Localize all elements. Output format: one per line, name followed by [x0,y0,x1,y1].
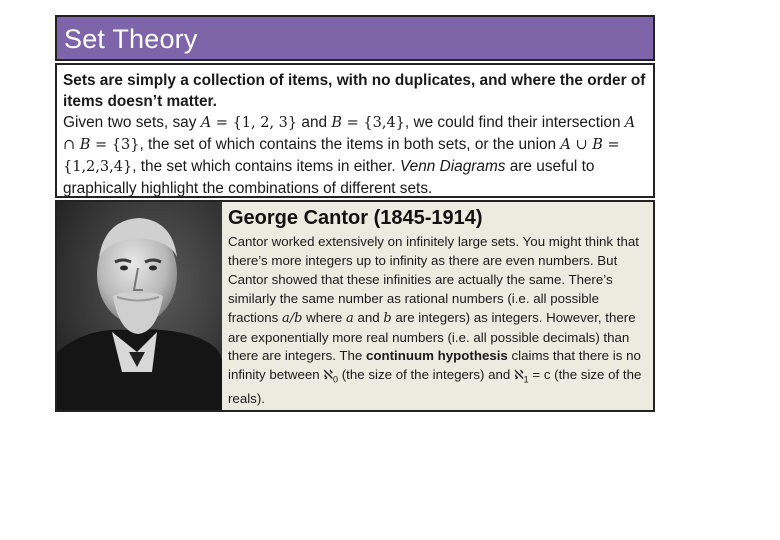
venn-diagrams-term: Venn Diagrams [399,158,506,175]
cantor-text-3: and [353,309,384,325]
given-text: Given two sets, say [63,114,201,131]
cantor-portrait-image [57,202,222,410]
cantor-panel [55,200,655,412]
portrait-illustration [57,202,222,410]
cantor-text-2: where [302,309,347,325]
cantor-text-1: Cantor worked extensively on infinitely large sets. You might think that there’s more integers up to infinity as there are even numbers. But Cantor showed that these infinities are actually the same. There’s similarly the same number as rational numbers (i.e. all possible fractions [228,234,639,325]
and-text: and [297,114,332,131]
title-bar [55,15,655,61]
cantor-text [228,205,650,409]
set-a-value: = {1, 2, 3} [211,115,298,131]
intersection-expression: A ∩ B [63,115,636,153]
intersection-value: = {3} [90,137,140,153]
set-b-symbol: B [331,115,343,131]
either-text: , the set which contains items in either. [132,158,400,175]
cantor-text-6: (the size of the integers) and [338,367,514,383]
cantor-text-4: are integers) as integers. However, there are exponentially more real numbers (i.e. all possible decimals) than there are integers. The [228,309,636,364]
cantor-text-7: = c (the size of the reals). [228,367,642,406]
aleph-one-symbol: ℵ [513,368,524,384]
union-value: = {1,2,3,4} [63,137,620,175]
aleph-zero-subscript: 0 [333,375,339,385]
set-a-symbol: A [200,115,212,131]
cantor-body [228,233,650,409]
aleph-zero-symbol: ℵ [323,368,334,384]
continuum-hypothesis-term: continuum hypothesis [365,348,508,364]
union-expression: A ∪ B [560,137,603,153]
var-a: a [346,310,354,326]
cantor-heading: George Cantor (1845-1914) [228,207,483,229]
var-b: b [383,310,392,326]
union-text: , the set of which contains the items in both sets, or the union [139,136,561,153]
intersection-text: , we could find their intersection [404,114,625,131]
slide-title: Set Theory [64,24,198,54]
sets-intro: Sets are simply a collection of items, with no duplicates, and where the order of items doesn’t matter. [63,72,646,110]
aleph-one-subscript: 1 [523,375,529,385]
set-b-value: = {3,4} [342,115,405,131]
sets-definition-box [55,63,655,198]
cantor-text-5: claims that there is no infinity between [228,348,641,383]
sets-explanation [63,112,647,199]
venn-text: are useful to graphically highlight the combinations of different sets. [63,158,595,197]
fraction-expression: a/b [281,310,303,326]
